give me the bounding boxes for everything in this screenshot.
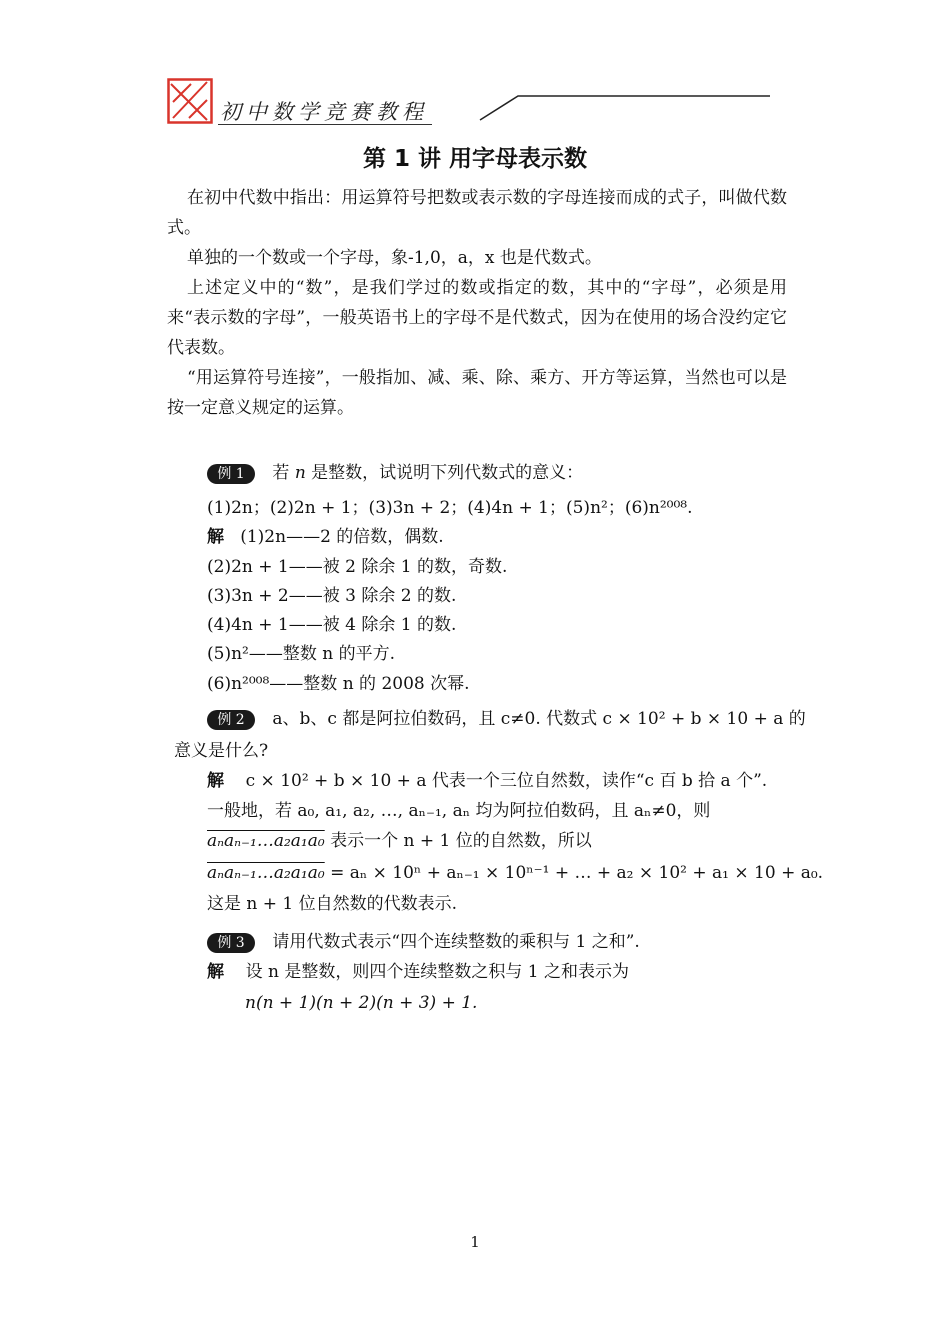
example-1-answer-6: (6)n²⁰⁰⁸——整数 n 的 2008 次幂. — [207, 674, 470, 694]
example-1-items: (1)2n；(2)2n + 1；(3)3n + 2；(4)4n + 1；(5)n²；(6)n²⁰⁰⁸. — [207, 498, 693, 518]
example-1-badge: 例 1 — [207, 464, 255, 484]
example-1-answer-5: (5)n²——整数 n 的平方. — [207, 644, 396, 664]
intro-paragraph-3: 上述定义中的“数”，是我们学过的数或指定的数，其中的“字母”，必须是用来“表示数的字母”，一般英语书上的字母不是代数式，因为在使用的场合没约定它代表数。 — [167, 278, 787, 358]
example-2-question: 例 2 a、b、c 都是阿拉伯数码，且 c≠0. 代数式 c × 10² + b × 10 + a 的 — [207, 708, 806, 730]
header-rule — [478, 88, 772, 122]
example-2-solution-4: aₙaₙ₋₁…a₂a₁a₀ = aₙ × 10ⁿ + aₙ₋₁ × 10ⁿ⁻¹ + … + a₂ × 10² + a₁ × 10 + a₀. — [207, 863, 824, 883]
example-3-solution-2: n(n + 1)(n + 2)(n + 3) + 1. — [245, 993, 478, 1013]
overline-expression-2: aₙaₙ₋₁…a₂a₁a₀ — [207, 863, 325, 883]
header-underline — [218, 124, 432, 125]
example-1-question: 例 1 若 n 是整数，试说明下列代数式的意义： — [207, 462, 583, 484]
example-2-badge: 例 2 — [207, 710, 255, 730]
intro-paragraph-2: 单独的一个数或一个字母，象-1,0，a，x 也是代数式。 — [187, 248, 602, 268]
example-2-question-cont: 意义是什么? — [174, 741, 269, 761]
example-1-answer-1: 解 (1)2n——2 的倍数，偶数. — [207, 527, 444, 547]
example-3-question: 例 3 请用代数式表示“四个连续整数的乘积与 1 之和”. — [207, 931, 640, 953]
chapter-title: 第 1 讲 用字母表示数 — [362, 146, 588, 172]
example-1-answer-2: (2)2n + 1——被 2 除余 1 的数，奇数. — [207, 557, 508, 577]
intro-paragraph-4: “用运算符号连接”，一般指加、减、乘、除、乘方、开方等运算，当然也可以是按一定意义规定的运算。 — [167, 368, 787, 418]
example-2-solution-3: aₙaₙ₋₁…a₂a₁a₀ 表示一个 n + 1 位的自然数，所以 — [207, 831, 592, 851]
logo-icon — [167, 78, 213, 124]
page-number: 1 — [470, 1233, 480, 1251]
example-1-answer-4: (4)4n + 1——被 4 除余 1 的数. — [207, 615, 457, 635]
header-title: 初中数学竞赛教程 — [220, 100, 428, 124]
example-1-answer-3: (3)3n + 2——被 3 除余 2 的数. — [207, 586, 457, 606]
example-2-solution-5: 这是 n + 1 位自然数的代数表示. — [207, 894, 458, 914]
example-3-badge: 例 3 — [207, 933, 255, 953]
example-3-solution-1: 解 设 n 是整数，则四个连续整数之积与 1 之和表示为 — [207, 962, 630, 982]
example-2-solution-1: 解 c × 10² + b × 10 + a 代表一个三位自然数，读作“c 百 b 拾 a 个”. — [207, 771, 768, 791]
overline-expression: aₙaₙ₋₁…a₂a₁a₀ — [207, 831, 325, 851]
intro-paragraph-1: 在初中代数中指出：用运算符号把数或表示数的字母连接而成的式子，叫做代数式。 — [167, 188, 787, 238]
example-2-solution-2: 一般地，若 a₀, a₁, a₂, …, aₙ₋₁, aₙ 均为阿拉伯数码，且 aₙ≠0，则 — [207, 801, 711, 821]
